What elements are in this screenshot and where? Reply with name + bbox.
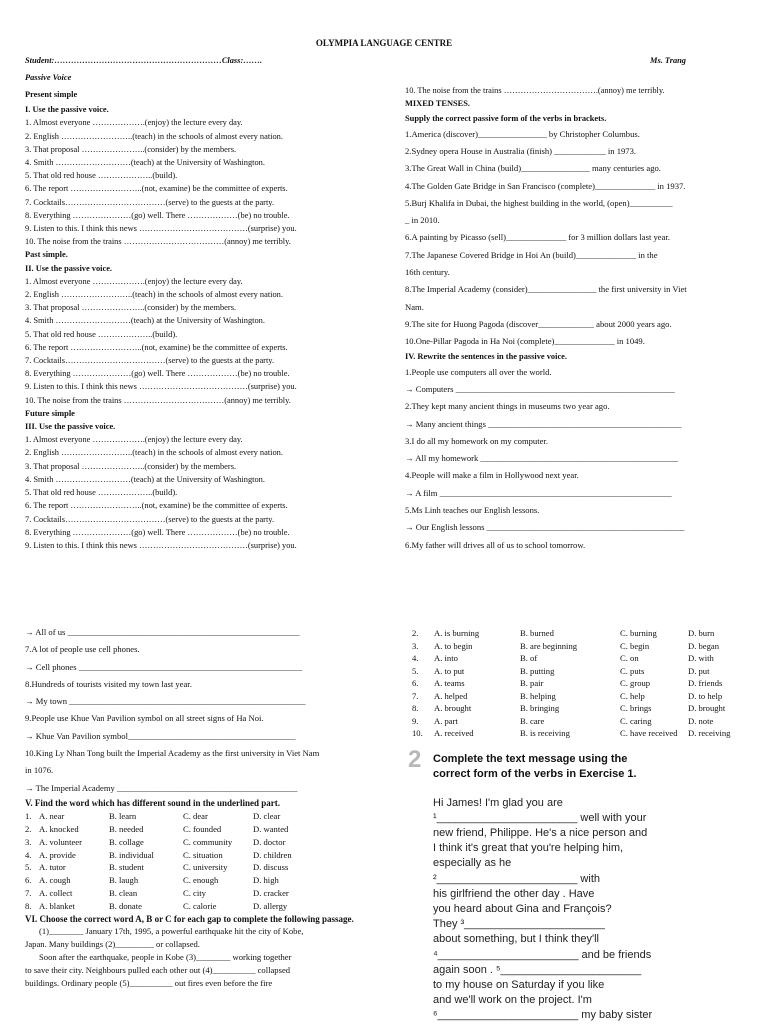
section-3-list [25, 433, 385, 552]
message-line: Hi James! I'm glad you are [433, 796, 563, 809]
option-c: C. brings [620, 703, 652, 713]
option-b: B. are beginning [520, 640, 578, 651]
list-item: 5.Ms Linh teaches our English lessons. [405, 505, 540, 516]
option-c: C. help [620, 690, 645, 701]
list-item: 1. Almost everyone ……………….(enjoy) the lecture every day. [25, 118, 243, 128]
message-gap-line[interactable]: They ³_______________________ [433, 918, 605, 931]
list-item: 9.The site for Huong Pagoda (discover_____________ about 2000 years ago. [405, 318, 672, 329]
section-2-list [25, 275, 385, 407]
row-number: 10. [412, 728, 423, 738]
row-number: 4. [412, 653, 419, 663]
option-a: A. tutor [39, 862, 66, 873]
list-item: 3. That proposal …………………..(consider) by the members. [25, 461, 237, 471]
answer-line[interactable]: → A film ______________________________________________________ [405, 487, 672, 498]
option-c: C. puts [620, 665, 645, 676]
message-line: especially as he [433, 857, 512, 870]
list-item: in 1076. [25, 765, 54, 776]
message-gap-line[interactable]: ⁶_______________________ my baby sister [433, 1009, 653, 1022]
option-b: B. burned [520, 628, 554, 638]
list-item: 3. That proposal …………………..(consider) by the members. [25, 144, 237, 154]
subject-title: Passive Voice [25, 73, 72, 82]
option-d: D. to help [688, 690, 723, 701]
list-item: 8.Hundreds of tourists visited my town last year. [25, 678, 192, 689]
future-simple-heading: Future simple [25, 408, 75, 418]
option-a: A. teams [434, 678, 465, 688]
option-b: B. clean [109, 887, 138, 898]
option-a: A. volunteer [39, 836, 82, 847]
message-line: to my house on Saturday if you like [433, 978, 605, 991]
list-item: 5. That old red house ………………..(build). [25, 488, 178, 498]
answer-line[interactable]: → Many ancient things _____________________________________________ [405, 418, 682, 429]
row-number: 3. [412, 640, 419, 651]
list-item: 7. Cocktails………………………………(serve) to the guests at the party. [25, 514, 275, 524]
answer-line[interactable]: → All my homework ______________________________________________ [405, 453, 679, 464]
answer-line[interactable]: → All of us ______________________________________________________ [25, 627, 300, 637]
option-d: D. friends [688, 678, 723, 688]
rewrite-list [405, 364, 755, 554]
list-item: 10. The noise from the trains ………………………………(annoy) me terribly. [25, 237, 291, 247]
list-item: 6. The report ……………………..(not, examine) be the committee of experts. [25, 184, 288, 194]
list-item: 3.The Great Wall in China (build)________________ many centuries ago. [405, 163, 661, 174]
option-a: A. to put [434, 665, 465, 676]
list-item: 2.Sydney opera House in Australia (finish) ____________ in 1973. [405, 145, 637, 156]
left-top-column [25, 88, 385, 552]
list-item: 7.The Japanese Covered Bridge in Hoi An (build)______________ in the [405, 249, 658, 260]
row-number: 5. [412, 665, 419, 676]
option-d: D. note [688, 715, 714, 726]
list-item: 7. Cocktails………………………………(serve) to the guests at the party. [25, 356, 275, 366]
passage-line: Soon after the earthquake, people in Kobe (3)________ working together [39, 952, 292, 963]
option-d: D. with [688, 653, 714, 663]
list-item: 6.A painting by Picasso (sell)______________ for 3 million dollars last year. [405, 232, 670, 243]
list-item: 9.People use Khue Van Pavilion symbol on all street signs of Ha Noi. [25, 713, 264, 724]
section-3-heading: III. Use the passive voice. [25, 422, 116, 432]
option-d: D. cracker [253, 887, 289, 898]
option-b: B. pair [520, 678, 544, 688]
list-item: 7.A lot of people use cell phones. [25, 644, 140, 655]
option-d: D. wanted [253, 823, 289, 834]
row-number: 4. [25, 849, 32, 860]
option-d: D. high [253, 875, 279, 886]
list-item: 2. English ……………………..(teach) in the schools of almost every nation. [25, 131, 283, 141]
list-item: 2. English ……………………..(teach) in the schools of almost every nation. [25, 290, 283, 300]
list-item: 4. Smith ………………………(teach) at the University of Washington. [25, 474, 265, 484]
row-number: 8. [25, 900, 32, 911]
present-simple-heading: Present simple [25, 90, 78, 99]
list-item: 6.My father will drives all of us to school tomorrow. [405, 539, 586, 550]
list-item: 8.The Imperial Academy (consider)________________ the first university in Viet [405, 284, 687, 295]
section-5-heading: V. Find the word which has different sound in the underlined part. [25, 797, 280, 808]
option-b: B. collage [109, 836, 144, 847]
passage-line: to save their city. Neighbours pulled each other out (4)__________ collapsed [25, 965, 291, 976]
list-item: 2. English ……………………..(teach) in the schools of almost every nation. [25, 448, 283, 458]
option-b: B. laugh [109, 875, 139, 886]
list-item: 4. Smith ………………………(teach) at the University of Washington. [25, 316, 265, 326]
row-number: 2. [412, 628, 419, 638]
right-top-column [405, 84, 755, 554]
answer-line[interactable]: → Our English lessons ______________________________________________ [405, 522, 685, 533]
right-bottom-column [408, 627, 757, 1024]
list-item: 9. Listen to this. I think this news …………………………………(surprise) you. [25, 540, 297, 550]
option-c: C. city [183, 887, 206, 898]
row-number: 6. [412, 678, 419, 688]
message-line: I think it's great that you're helping him, [433, 842, 624, 855]
option-b: B. student [109, 862, 144, 873]
option-b: B. is receiving [520, 728, 570, 738]
passage-line: Japan. Many buildings (2)_________ or collapsed. [25, 939, 200, 950]
passage-line: buildings. Ordinary people (5)__________ out fires even before the fire [25, 978, 273, 989]
option-a: A. part [434, 715, 458, 726]
message-line: his girlfriend the other day . Have [433, 887, 595, 900]
exercise-2-title-line-1: Complete the text message using the [433, 752, 628, 765]
list-item: 8. Everything …………………(go) well. There ………………(be) no trouble. [25, 210, 290, 220]
teacher-name: Ms. Trang [650, 56, 686, 65]
list-item: 1.People use computers all over the world. [405, 366, 552, 377]
option-a: A. helped [434, 690, 468, 701]
message-line: and we'll work on the project. I'm [433, 994, 592, 1007]
option-b: B. care [520, 715, 545, 726]
option-c: C. burning [620, 628, 657, 638]
message-line: new friend, Philippe. He's a nice person and [433, 826, 648, 839]
past-simple-heading: Past simple. [25, 250, 68, 260]
list-item: 16th century. [405, 266, 450, 277]
option-a: A. brought [434, 703, 472, 713]
option-c: C. enough [183, 875, 219, 886]
list-item: 10.One-Pillar Pagoda in Ha Noi (complete)______________ in 1049. [405, 336, 645, 347]
section-1-list [25, 116, 385, 248]
row-number: 9. [412, 715, 419, 726]
mixed-tenses-instructions: Supply the correct passive form of the verbs in brackets. [405, 114, 607, 124]
rewrite-continued-list [25, 624, 385, 797]
section-2-heading: II. Use the passive voice. [25, 263, 113, 273]
list-item: _ in 2010. [405, 215, 440, 226]
option-a: A. provide [39, 849, 76, 860]
exercise-2-title-line-2: correct form of the verbs in Exercise 1. [433, 767, 637, 780]
option-b: B. helping [520, 690, 556, 701]
option-b: B. needed [109, 823, 144, 834]
option-b: B. donate [109, 900, 142, 911]
row-number: 3. [25, 836, 32, 847]
row-number: 6. [25, 875, 32, 886]
option-c: C. have received [620, 728, 678, 738]
option-a: A. is burning [434, 628, 480, 638]
section-1-heading: I. Use the passive voice. [25, 105, 109, 115]
exercise-number: 2 [408, 745, 422, 773]
section-5-table [25, 810, 385, 912]
option-a: A. received [434, 728, 474, 738]
option-a: A. to begin [434, 640, 473, 651]
mixed-tenses-list [405, 126, 755, 351]
list-item: 8. Everything …………………(go) well. There ………………(be) no trouble. [25, 369, 290, 379]
option-b: B. individual [109, 849, 154, 860]
list-item: 9. Listen to this. I think this news …………………………………(surprise) you. [25, 224, 297, 234]
option-c: C. founded [183, 823, 222, 834]
list-item: 5. That old red house ………………..(build). [25, 171, 178, 181]
option-b: B. putting [520, 665, 555, 676]
section-1-item-10: 10. The noise from the trains …………………………….(annoy) me terribly. [405, 86, 665, 95]
message-gap-line[interactable]: ⁴_______________________ and be friends [433, 948, 652, 961]
option-d: D. allergy [253, 900, 288, 911]
option-d: D. receiving [688, 728, 731, 738]
passage [25, 925, 385, 990]
list-item: 7. Cocktails………………………………(serve) to the guests at the party. [25, 197, 275, 207]
list-item: 1. Almost everyone ……………….(enjoy) the lecture every day. [25, 276, 243, 286]
answer-line[interactable]: → Computers ___________________________________________________ [405, 383, 675, 394]
answer-line[interactable]: → My town _______________________________________________________ [25, 696, 306, 707]
row-number: 7. [25, 887, 32, 898]
option-b: B. bringing [520, 703, 560, 713]
message-line: about something, but I think they'll [433, 933, 599, 946]
list-item: 1.America (discover)________________ by Christopher Columbus. [405, 128, 640, 139]
option-d: D. brought [688, 703, 726, 713]
list-item: Nam. [405, 301, 424, 312]
list-item: 6. The report ……………………..(not, examine) be the committee of experts. [25, 342, 288, 352]
message-gap-line[interactable]: ²_______________________ with [433, 872, 600, 885]
option-a: A. cough [39, 875, 71, 886]
message-gap-line[interactable]: ¹_______________________ well with your [433, 811, 647, 824]
option-b: B. learn [109, 811, 137, 822]
student-class-line: Student:……………………………………………………Class:……. [25, 56, 263, 65]
row-number: 7. [412, 690, 419, 701]
row-number: 5. [25, 862, 32, 873]
option-c: C. calorie [183, 900, 217, 911]
option-c: C. university [183, 862, 228, 873]
option-d: D. put [688, 665, 710, 676]
list-item: 4. Smith ………………………(teach) at the University of Washington. [25, 158, 265, 168]
row-number: 1. [25, 811, 32, 822]
option-c: C. community [183, 836, 233, 847]
option-d: D. burn [688, 628, 715, 638]
option-a: A. collect [39, 887, 73, 898]
option-d: D. children [253, 849, 292, 860]
option-c: C. situation [183, 849, 223, 860]
option-c: C. on [620, 653, 639, 663]
option-a: A. knocked [39, 823, 79, 834]
list-item: 6. The report ……………………..(not, examine) be the committee of experts. [25, 501, 288, 511]
list-item: 5.Burj Khalifa in Dubai, the highest building in the world, (open)__________ [405, 197, 673, 208]
page-title: OLYMPIA LANGUAGE CENTRE [315, 38, 453, 48]
answer-line[interactable]: → The Imperial Academy __________________________________________ [25, 782, 298, 793]
option-c: C. dear [183, 811, 208, 822]
list-item: 10.King Ly Nhan Tong built the Imperial Academy as the first university in Viet Nam [25, 748, 320, 759]
rewrite-heading: IV. Rewrite the sentences in the passive voice. [405, 352, 567, 362]
message-line: you heard about Gina and François? [433, 902, 612, 915]
option-c: C. begin [620, 640, 650, 651]
option-b: B. of [520, 653, 538, 663]
exercise-2-header [408, 745, 757, 790]
list-item: 4.People will make a film in Hollywood next year. [405, 470, 579, 481]
option-d: D. discuss [253, 862, 289, 873]
list-item: 4.The Golden Gate Bridge in San Francisco (complete)______________ in 1937. [405, 180, 686, 191]
list-item: 10. The noise from the trains ………………………………(annoy) me terribly. [25, 395, 291, 405]
option-d: D. doctor [253, 836, 286, 847]
answer-line[interactable]: → Khue Van Pavilion symbol_______________________________________ [25, 730, 296, 741]
option-c: C. caring [620, 715, 652, 726]
answer-line[interactable]: → Cell phones ____________________________________________________ [25, 661, 303, 672]
list-item: 8. Everything …………………(go) well. There ………………(be) no trouble. [25, 527, 290, 537]
list-item: 3.I do all my homework on my computer. [405, 435, 548, 446]
option-d: D. clear [253, 811, 281, 822]
message-gap-line[interactable]: again soon . ⁵_______________________ [433, 963, 642, 976]
list-item: 3. That proposal …………………..(consider) by the members. [25, 303, 237, 313]
left-bottom-column [25, 624, 385, 990]
row-number: 2. [25, 823, 32, 834]
section-6-heading: VI. Choose the correct word A, B or C for each gap to complete the following passage. [25, 913, 354, 924]
passage-choices-table [412, 627, 757, 740]
mixed-tenses-heading: MIXED TENSES. [405, 99, 471, 109]
row-number: 8. [412, 703, 419, 713]
list-item: 9. Listen to this. I think this news …………………………………(surprise) you. [25, 382, 297, 392]
option-c: C. group [620, 678, 651, 688]
option-d: D. began [688, 640, 720, 651]
list-item: 1. Almost everyone ……………….(enjoy) the lecture every day. [25, 435, 243, 445]
list-item: 2.They kept many ancient things in museums two year ago. [405, 401, 610, 412]
passage-line: (1)________ January 17th, 1995, a powerful earthquake hit the city of Kobe, [39, 926, 304, 937]
list-item: 5. That old red house ………………..(build). [25, 329, 178, 339]
option-a: A. blanket [39, 900, 75, 911]
text-message [433, 796, 757, 1024]
option-a: A. into [434, 653, 458, 663]
option-a: A. near [39, 811, 65, 822]
